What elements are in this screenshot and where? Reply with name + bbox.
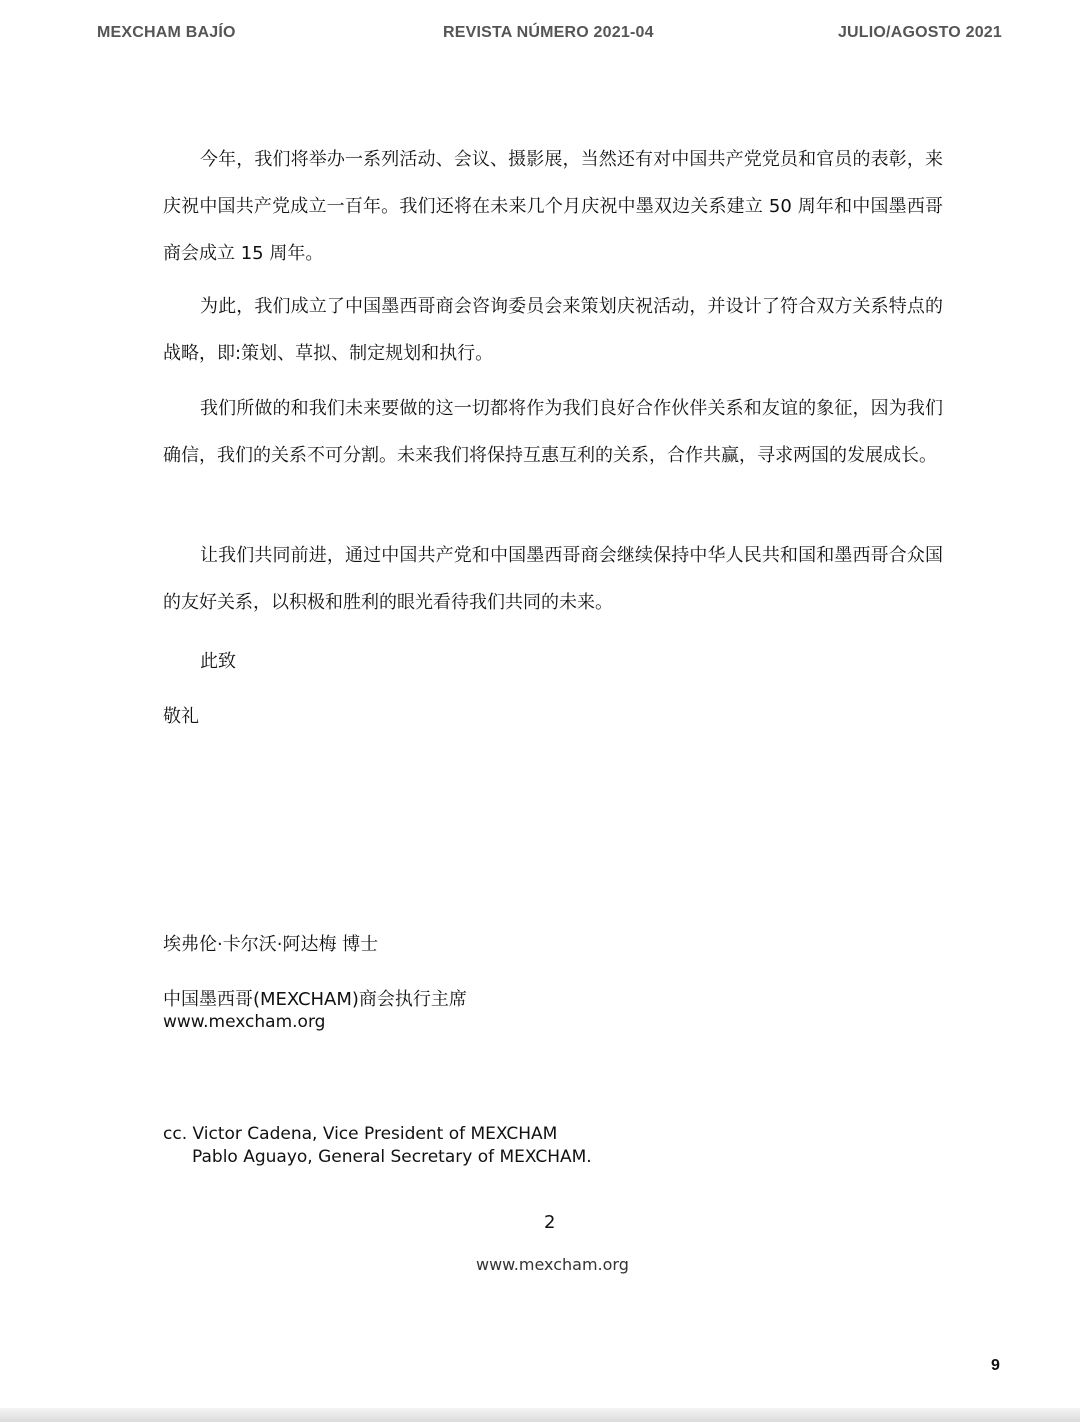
page-bottom-edge — [0, 1408, 1080, 1422]
cc-line-1: cc. Victor Cadena, Vice President of MEXCHAM — [163, 1124, 558, 1144]
paragraph-4: 让我们共同前进，通过中国共产党和中国墨西哥商会继续保持中华人民共和国和墨西哥合众国的友好关系，以积极和胜利的眼光看待我们共同的未来。 — [163, 545, 943, 613]
header-publication: MEXCHAM BAJÍO — [97, 24, 236, 41]
footer-website: www.mexcham.org — [476, 1255, 629, 1274]
closing-regards: 敬礼 — [163, 706, 199, 727]
header-issue: REVISTA NÚMERO 2021-04 — [443, 24, 654, 41]
signer-name: 埃弗伦·卡尔沃·阿达梅 博士 — [163, 934, 379, 955]
signer-title: 中国墨西哥(MEXCHAM)商会执行主席 — [163, 989, 467, 1010]
letter-page-number: 2 — [544, 1212, 556, 1233]
closing-salutation: 此致 — [200, 651, 236, 672]
paragraph-3: 我们所做的和我们未来要做的这一切都将作为我们良好合作伙伴关系和友谊的象征，因为我们确信，我们的关系不可分割。未来我们将保持互惠互利的关系，合作共赢，寻求两国的发展成长。 — [163, 398, 943, 466]
magazine-page-number: 9 — [991, 1357, 1000, 1374]
cc-line-2: Pablo Aguayo, General Secretary of MEXCHAM. — [192, 1147, 592, 1167]
paragraph-1: 今年，我们将举办一系列活动、会议、摄影展，当然还有对中国共产党党员和官员的表彰，来庆祝中国共产党成立一百年。我们还将在未来几个月庆祝中墨双边关系建立 50 周年和中国墨西哥商会成立 15 周年。 — [163, 149, 943, 264]
signer-website: www.mexcham.org — [163, 1012, 326, 1032]
paragraph-2: 为此，我们成立了中国墨西哥商会咨询委员会来策划庆祝活动，并设计了符合双方关系特点的战略，即:策划、草拟、制定规划和执行。 — [163, 296, 943, 364]
header-date: JULIO/AGOSTO 2021 — [837, 24, 1002, 41]
